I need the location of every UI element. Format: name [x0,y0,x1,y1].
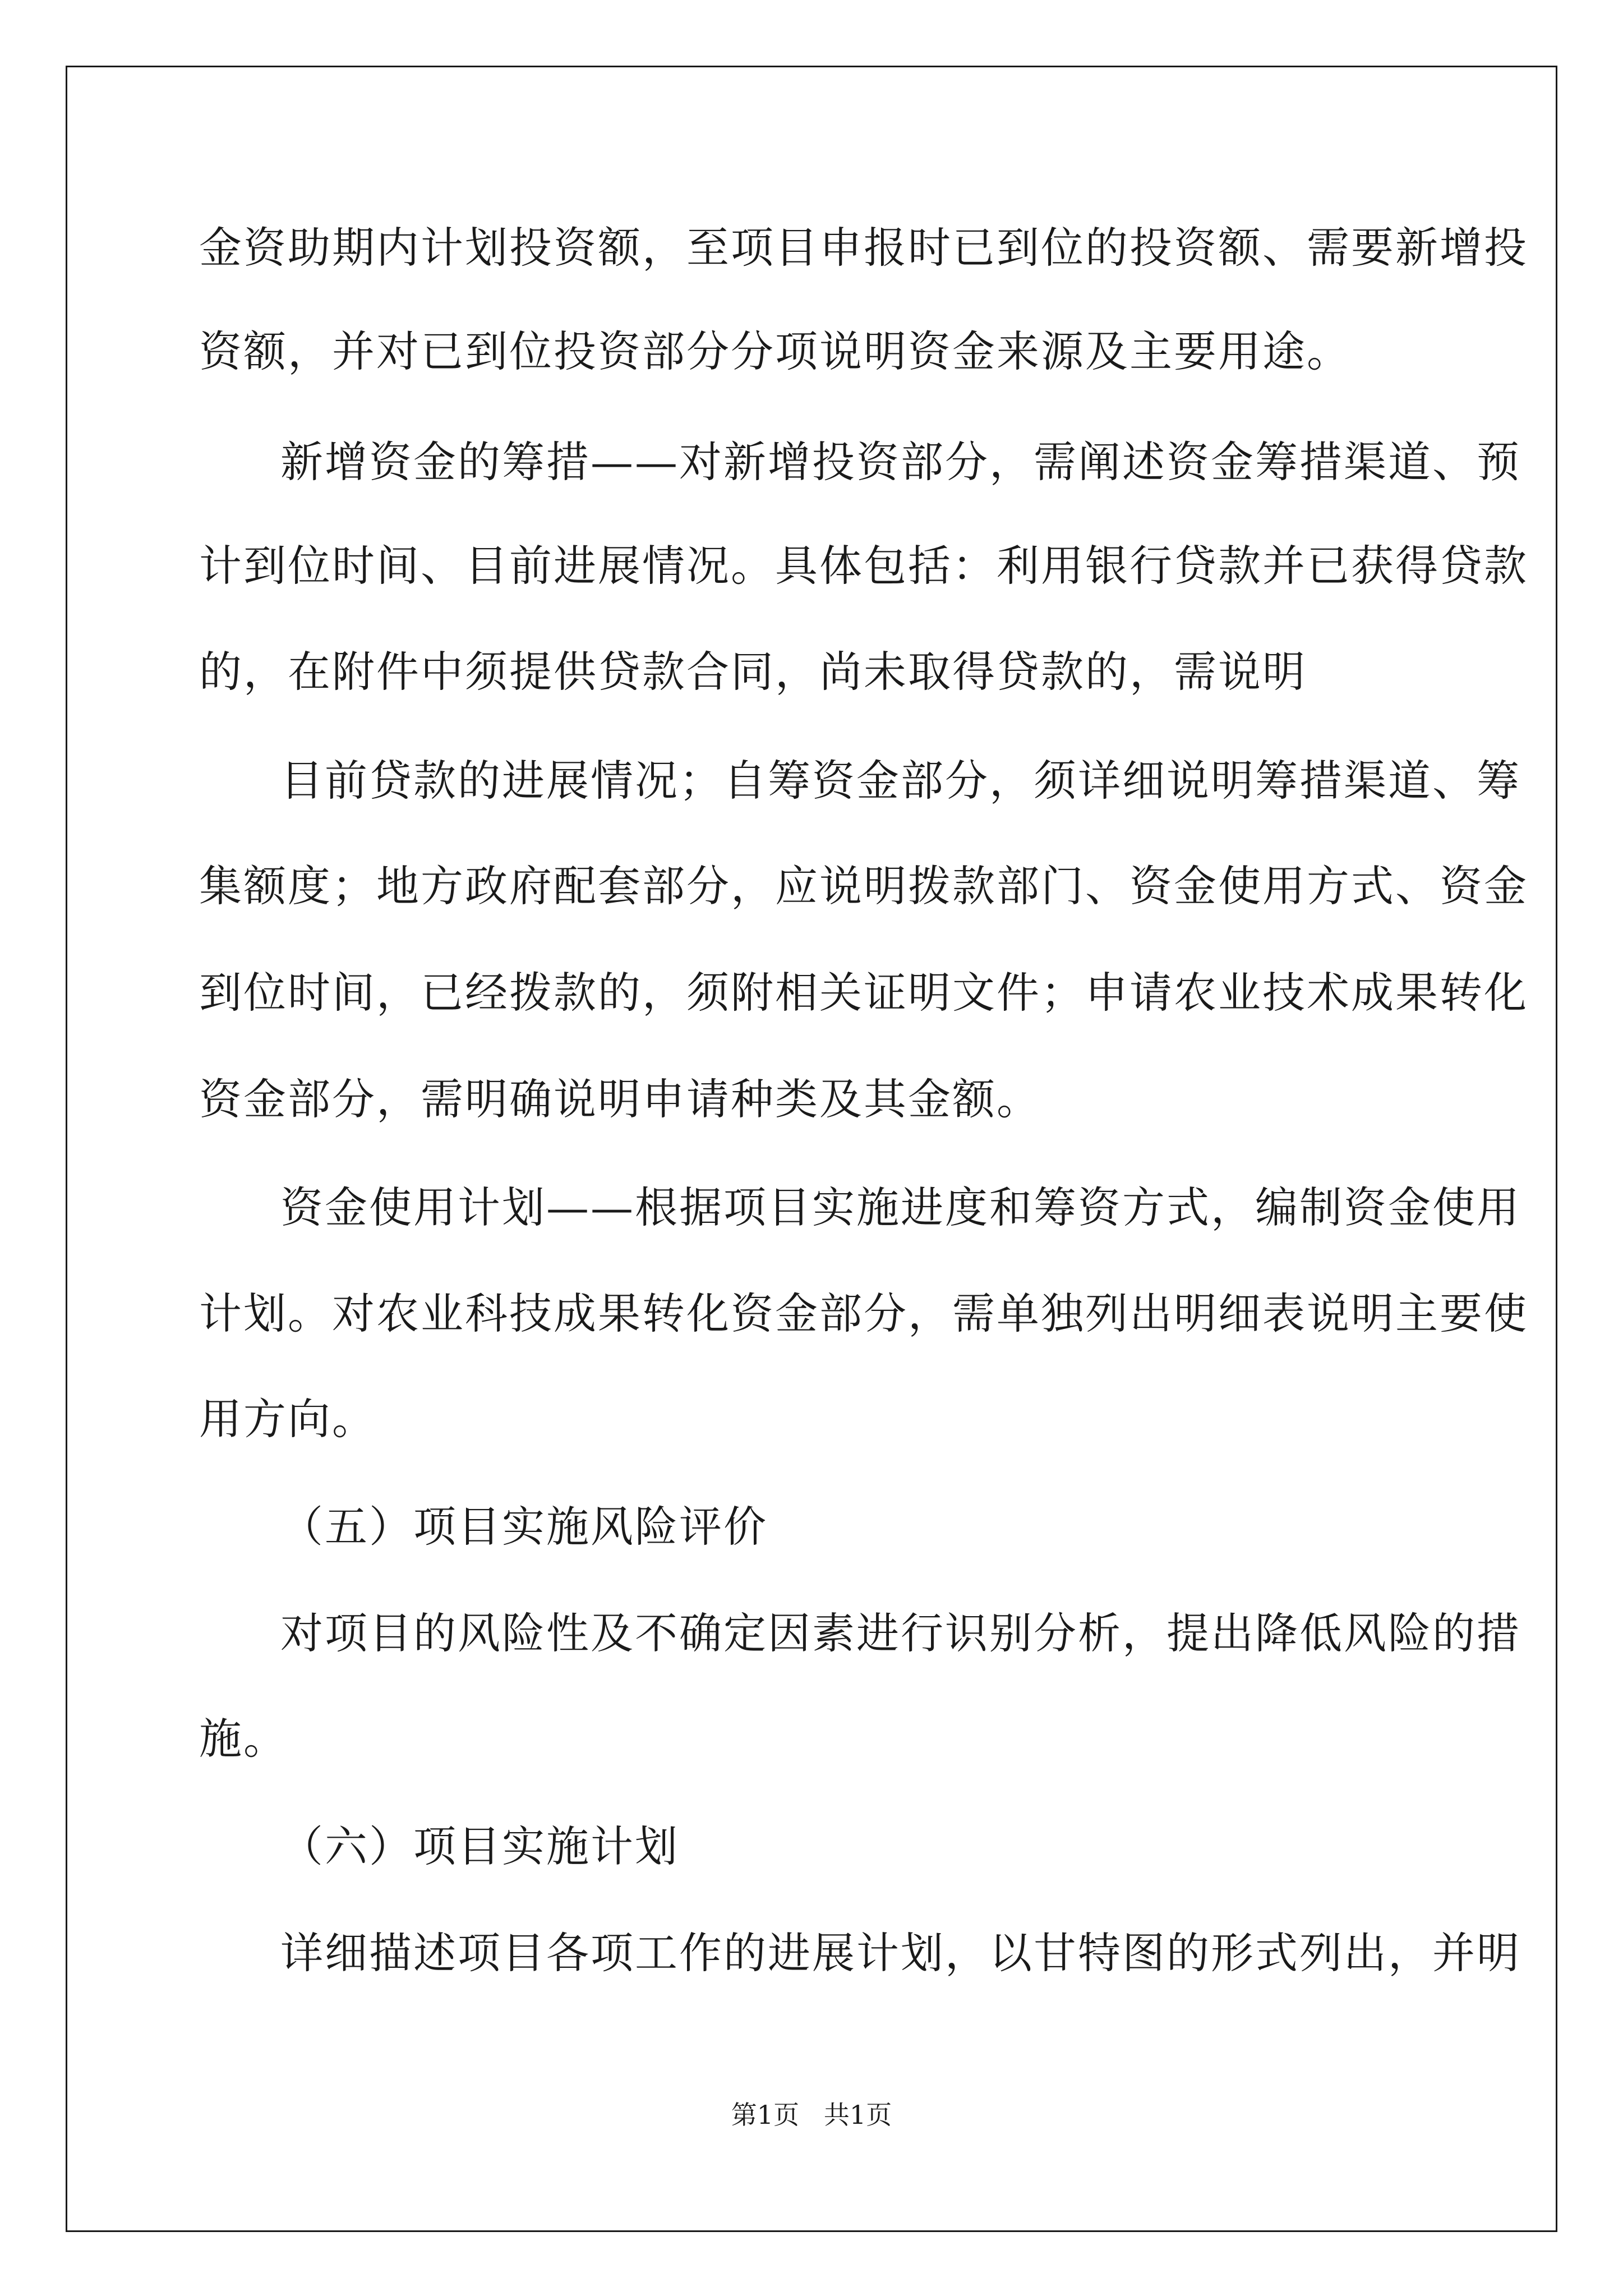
body-line-12: 用方向。 [199,1394,376,1444]
body-line-5: 的，在附件中须提供贷款合同，尚未取得贷款的，需说明 [199,647,1307,697]
body-line-7: 集额度；地方政府配套部分，应说明拨款部门、资金使用方式、资金 [199,861,1528,911]
body-line-1: 金资助期内计划投资额，至项目申报时已到位的投资额、需要新增投 [199,223,1528,273]
page-border [66,66,1557,2232]
section-heading-5: （五）项目实施风险评价 [280,1502,768,1552]
page-footer: 第1页 共1页 [731,2100,892,2130]
section-heading-6: （六）项目实施计划 [280,1821,679,1871]
body-line-2: 资额，并对已到位投资部分分项说明资金来源及主要用途。 [199,326,1351,376]
body-line-3: 新增资金的筹措——对新增投资部分，需阐述资金筹措渠道、预 [280,437,1521,487]
body-line-4: 计到位时间、目前进展情况。具体包括：利用银行贷款并已获得贷款 [199,541,1528,591]
body-line-6: 目前贷款的进展情况；自筹资金部分，须详细说明筹措渠道、筹 [280,756,1521,806]
body-line-10: 资金使用计划——根据项目实施进度和筹资方式，编制资金使用 [280,1182,1521,1232]
body-line-13: 对项目的风险性及不确定因素进行识别分析，提出降低风险的措 [280,1608,1521,1658]
body-line-15: 详细描述项目各项工作的进展计划，以甘特图的形式列出，并明 [280,1928,1521,1978]
body-line-14: 施。 [199,1714,288,1764]
body-line-9: 资金部分，需明确说明申请种类及其金额。 [199,1074,1041,1124]
body-line-11: 计划。对农业科技成果转化资金部分，需单独列出明细表说明主要使 [199,1289,1528,1338]
body-line-8: 到位时间，已经拨款的，须附相关证明文件；申请农业技术成果转化 [199,968,1528,1018]
